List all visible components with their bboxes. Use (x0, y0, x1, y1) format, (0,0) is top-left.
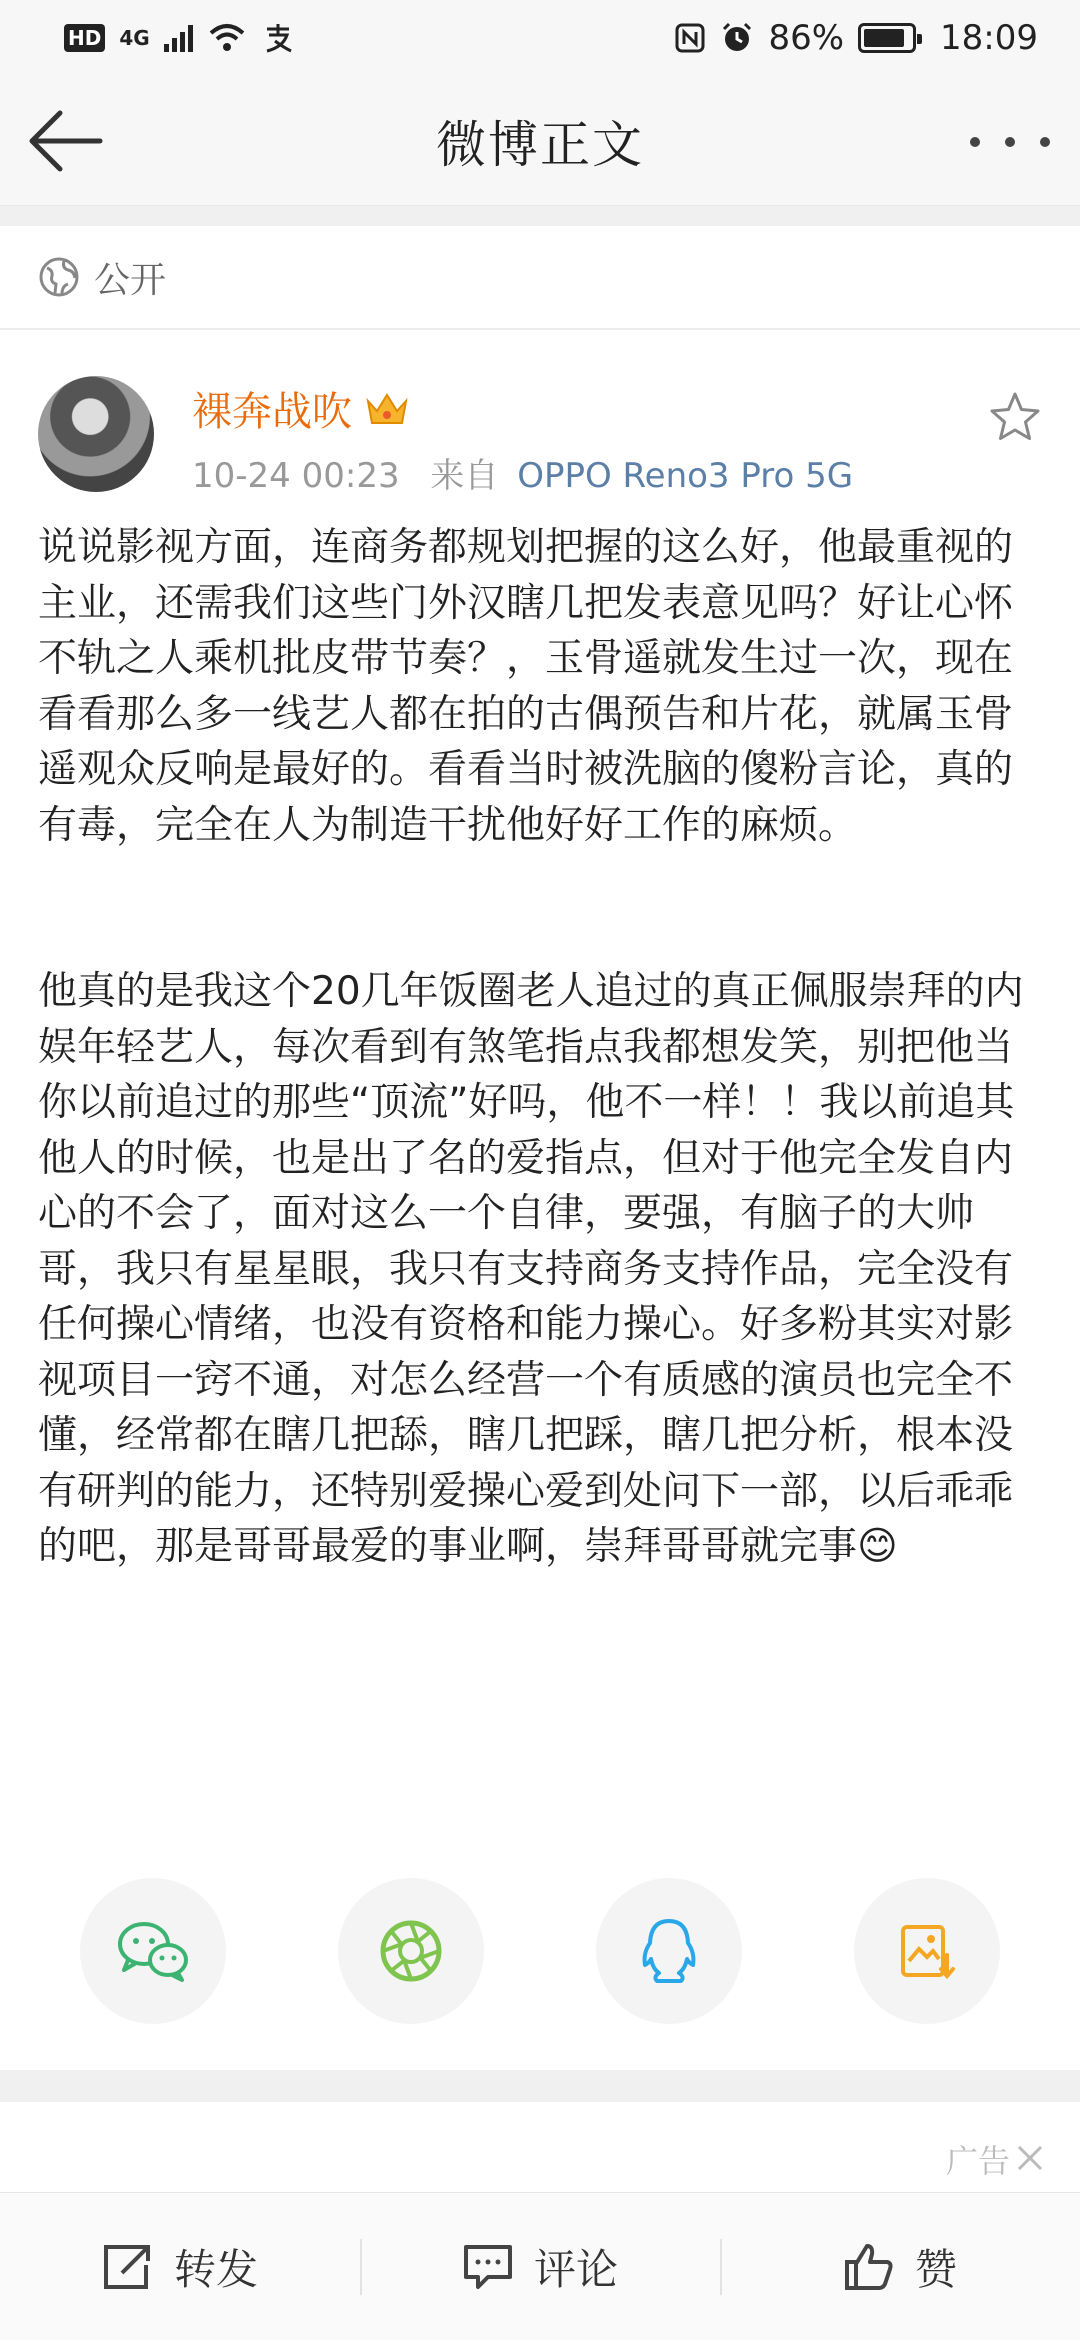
star-icon (988, 390, 1042, 444)
save-image-button[interactable] (854, 1878, 1000, 2024)
crown-icon (364, 389, 410, 429)
nav-bar (0, 76, 1080, 206)
paragraph-spacer (38, 853, 1042, 964)
like-button[interactable] (720, 2193, 1080, 2340)
qq-icon (637, 1915, 701, 1987)
ad-row (0, 2102, 1080, 2192)
visibility-label: 公开 (94, 259, 167, 301)
wifi-icon (207, 23, 247, 53)
post-paragraph-2-text: 他真的是我这个20几年饭圈老人追过的真正佩服崇拜的内娱年轻艺人，每次看到有煞笔指点我都想发笑，别把他当你以前追过的那些“顶流”好吗，他不一样！！我以前追其他人的时候，也是出了名的爱指点，但对于他完全发自内心的不会了，面对这么一个自律，要强，有脑子的大帅哥，我只有星星眼，我只有支持商务支持作品，完全没有任何操心情绪，也没有资格和能力操心。好多粉其实对影视项目一窍不通，对怎么经营一个有质感的演员也完全不懂，经常都在瞎几把舔，瞎几把踩，瞎几把分析，根本没有研判的能力，还特别爱操心爱到处问下一部，以后乖乖的吧，那是哥哥最爱的事业啊，崇拜哥哥就完事 (38, 969, 1024, 1569)
comment-label: 评论 (533, 2244, 618, 2294)
repost-button[interactable] (0, 2193, 360, 2340)
wechat-icon (114, 1916, 192, 1986)
post-author (0, 360, 1080, 500)
status-left (64, 21, 674, 55)
battery-icon (858, 23, 916, 53)
battery-percent: 86% (768, 18, 845, 58)
author-name[interactable]: 裸奔战吹 (192, 389, 352, 435)
repost-label: 转发 (173, 2244, 258, 2294)
thumbs-up-icon (843, 2242, 895, 2292)
status-right (674, 18, 1038, 58)
more-dot (1005, 137, 1015, 147)
save-image-icon (895, 1919, 959, 1983)
post-paragraph-2 (38, 964, 1042, 1575)
comment-icon (462, 2243, 514, 2291)
repost-icon (102, 2243, 154, 2291)
smile-emoji: 😊 (857, 1524, 898, 1569)
arrow-left-icon (26, 106, 106, 176)
page-title: 微博正文 (436, 115, 644, 174)
post-content (38, 520, 1042, 1575)
more-dot (970, 137, 980, 147)
bottom-action-bar (0, 2192, 1080, 2340)
signal-icon (164, 24, 193, 52)
globe-icon (38, 256, 80, 298)
alarm-icon (720, 21, 754, 55)
favorite-button[interactable] (988, 390, 1042, 444)
more-button[interactable] (970, 114, 1050, 170)
like-label: 赞 (914, 2244, 957, 2294)
close-icon[interactable] (1016, 2144, 1044, 2172)
share-qq-button[interactable] (596, 1878, 742, 2024)
alipay-icon (261, 21, 295, 55)
hd-indicator: HD (64, 24, 105, 52)
avatar[interactable] (38, 376, 154, 492)
device-link[interactable]: OPPO Reno3 Pro 5G (517, 456, 854, 496)
share-moments-button[interactable] (338, 1878, 484, 2024)
author-name-row[interactable] (192, 380, 410, 437)
visibility-row (0, 226, 1080, 330)
post-meta (192, 448, 853, 497)
moments-icon (376, 1916, 446, 1986)
section-divider (0, 206, 1080, 226)
clock: 18:09 (940, 18, 1038, 58)
share-row (0, 1878, 1080, 2024)
back-button[interactable] (26, 106, 106, 176)
section-divider (0, 2070, 1080, 2102)
post-time: 10-24 00:23 (192, 456, 400, 496)
nfc-icon (674, 22, 706, 54)
comment-button[interactable] (360, 2193, 720, 2340)
post-paragraph-1: 说说影视方面，连商务都规划把握的这么好，他最重视的主业，还需我们这些门外汉瞎几把发表意见吗？好让心怀不轨之人乘机批皮带节奏？，玉骨遥就发生过一次，现在看看那么多一线艺人都在拍的古偶预告和片花，就属玉骨遥观众反响是最好的。看看当时被洗脑的傻粉言论，真的有毒，完全在人为制造干扰他好好工作的麻烦。 (38, 525, 1014, 848)
network-type: 4G (119, 26, 150, 50)
share-wechat-button[interactable] (80, 1878, 226, 2024)
ad-label: 广告 (945, 2142, 1010, 2180)
status-bar (0, 0, 1080, 76)
from-label: 来自 (430, 456, 499, 496)
more-dot (1040, 137, 1050, 147)
